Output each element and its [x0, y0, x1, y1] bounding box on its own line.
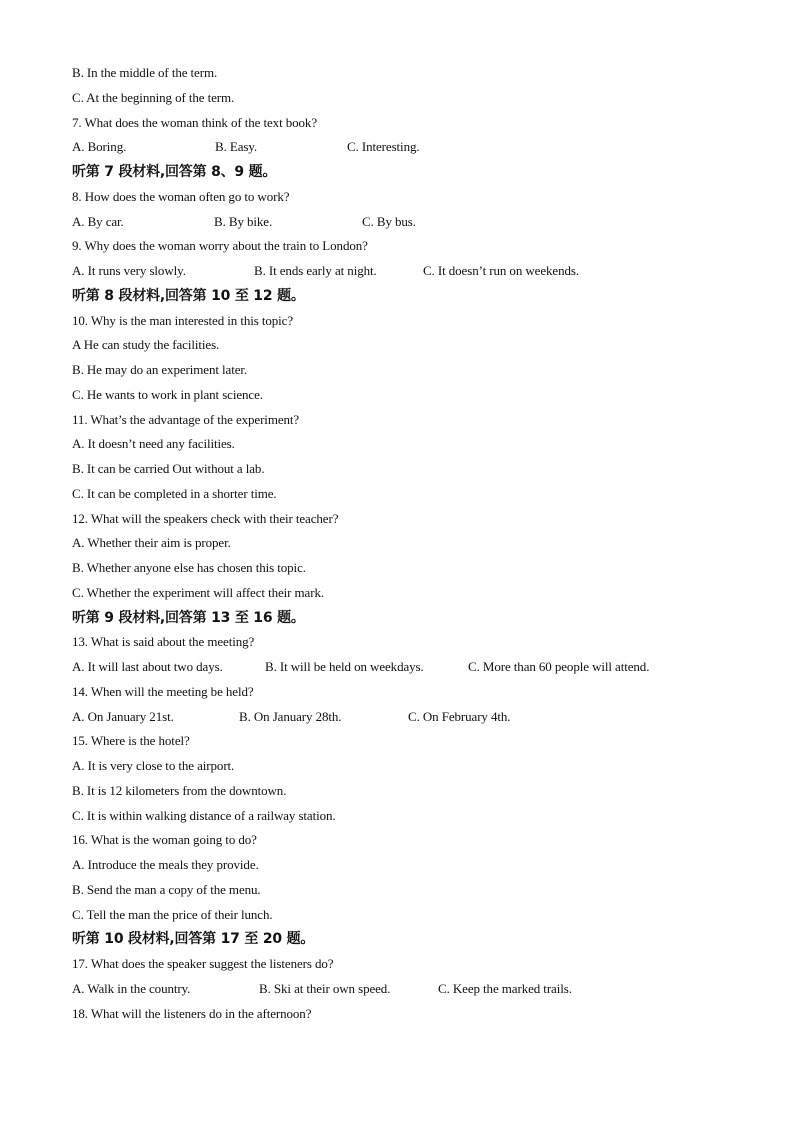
answer-option: C. More than 60 people will attend. — [468, 659, 650, 674]
answer-option: A. It runs very slowly. — [72, 263, 186, 278]
answer-option: A. Walk in the country. — [72, 980, 191, 996]
answer-options-row — [72, 655, 752, 680]
answer-option: B. On January 28th. — [239, 708, 342, 724]
answer-option: A. It is very close to the airport. — [72, 758, 235, 773]
answer-options-row — [72, 977, 752, 1002]
question-text: 10. Why is the man interested in this topic? — [72, 312, 294, 328]
answer-option: C. It can be completed in a shorter time. — [72, 485, 277, 501]
answer-options-row — [72, 135, 752, 160]
question-text: 7. What does the woman think of the text book? — [72, 114, 317, 130]
answer-option: C. Whether the experiment will affect their mark. — [72, 584, 324, 600]
answer-option: B. Ski at their own speed. — [259, 980, 391, 996]
answer-option: C. On February 4th. — [408, 708, 511, 724]
answer-option: A. On January 21st. — [72, 708, 174, 724]
answer-option: B. It ends early at night. — [254, 263, 377, 278]
answer-option: C. Keep the marked trails. — [438, 980, 572, 996]
question-text: 8. How does the woman often go to work? — [72, 188, 290, 204]
answer-option: C. At the beginning of the term. — [72, 89, 235, 105]
section-heading: 听第 8 段材料,回答第 10 至 12 题。 — [72, 287, 305, 304]
question-text: 12. What will the speakers check with their teacher? — [72, 510, 339, 526]
question-text: 16. What is the woman going to do? — [72, 832, 257, 848]
question-text: 18. What will the listeners do in the afternoon? — [72, 1005, 312, 1021]
answer-option: B. In the middle of the term. — [72, 65, 218, 80]
question-text: 17. What does the speaker suggest the listeners do? — [72, 956, 334, 971]
question-text: 13. What is said about the meeting? — [72, 634, 255, 650]
document-content — [72, 61, 752, 1026]
answer-option: C. He wants to work in plant science. — [72, 386, 263, 402]
answer-option: A. Boring. — [72, 139, 127, 155]
question-text: 15. Where is the hotel? — [72, 733, 190, 749]
answer-option: A. By car. — [72, 213, 124, 229]
answer-option: C. By bus. — [362, 213, 416, 229]
answer-option: A. It will last about two days. — [72, 659, 223, 674]
answer-options-row — [72, 259, 752, 284]
answer-options-row — [72, 210, 752, 235]
answer-option: A. Introduce the meals they provide. — [72, 857, 259, 872]
answer-option: C. It doesn’t run on weekends. — [423, 263, 579, 278]
question-text: 14. When will the meeting be held? — [72, 683, 254, 699]
answer-option: B. It will be held on weekdays. — [265, 659, 424, 674]
answer-option: A. Whether their aim is proper. — [72, 535, 231, 551]
answer-option: B. Whether anyone else has chosen this topic. — [72, 560, 306, 575]
answer-option: A He can study the facilities. — [72, 337, 220, 353]
answer-option: B. Send the man a copy of the menu. — [72, 881, 261, 897]
section-heading: 听第 7 段材料,回答第 8、9 题。 — [72, 164, 277, 180]
answer-options-row — [72, 705, 752, 730]
answer-option: A. It doesn’t need any facilities. — [72, 436, 235, 452]
answer-option: C. Interesting. — [347, 139, 420, 155]
section-heading: 听第 9 段材料,回答第 13 至 16 题。 — [72, 609, 305, 626]
section-heading: 听第 10 段材料,回答第 17 至 20 题。 — [72, 931, 315, 948]
question-text: 9. Why does the woman worry about the train to London? — [72, 238, 368, 254]
answer-option: B. Easy. — [215, 139, 258, 155]
answer-option: C. It is within walking distance of a railway station. — [72, 807, 336, 823]
question-text: 11. What’s the advantage of the experiment? — [72, 411, 300, 427]
answer-option: C. Tell the man the price of their lunch. — [72, 906, 273, 922]
answer-option: B. It can be carried Out without a lab. — [72, 461, 265, 476]
answer-option: B. By bike. — [214, 213, 273, 229]
answer-option: B. It is 12 kilometers from the downtown. — [72, 782, 287, 798]
answer-option: B. He may do an experiment later. — [72, 362, 248, 377]
